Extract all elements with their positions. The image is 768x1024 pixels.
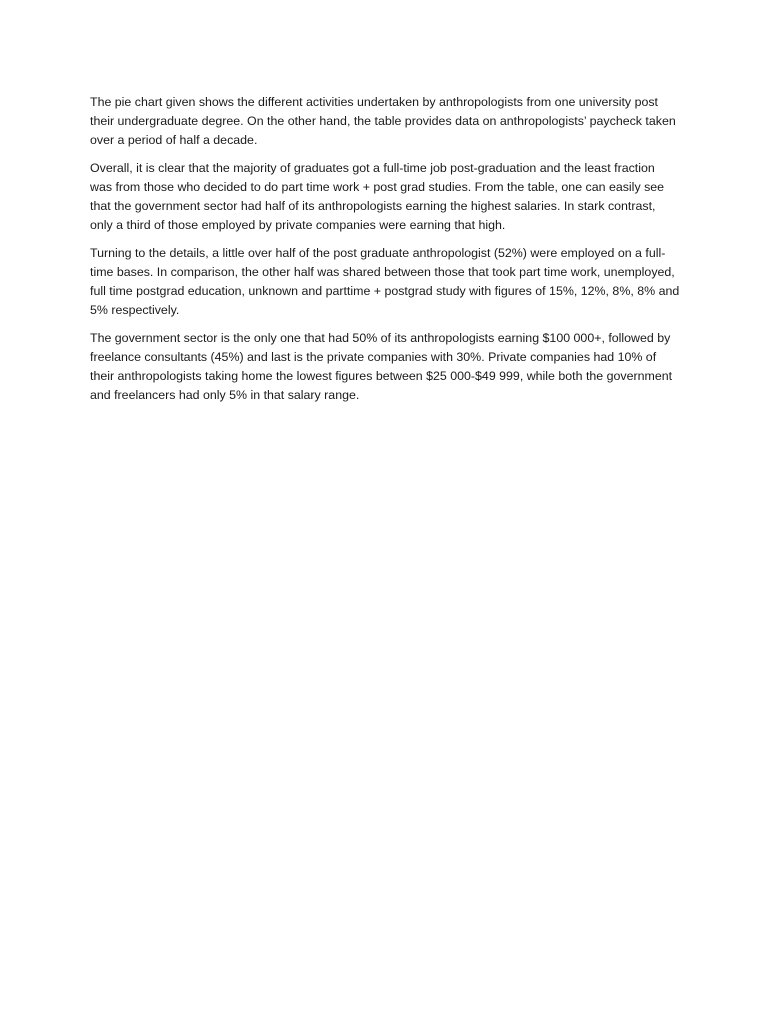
paragraph-details-table: The government sector is the only one that had 50% of its anthropologists earning $100 000+, followed by freelance consultants (45%) and last is the private companies with 30%. Private companies had 10% of their anthropologists taking home the lowest figures between $25 000-$49 999, while both the government and freelancers had only 5% in that salary range.: [90, 331, 673, 402]
paragraph-details-pie-chart: Turning to the details, a little over half of the post graduate anthropologist (52%) were employed on a full- time bases. In comparison, the other half was shared between those that took part time work, unemployed, full time postgrad education, unknown and parttime + postgrad study with figures of 15%, 12%, 8%, 8% and 5% respectively.: [90, 246, 680, 317]
paragraph-overview: Overall, it is clear that the majority of graduates got a full-time job post-graduation and the least fraction was from those who decided to do part time work + post grad studies. From the table, one can easily see that the government sector had half of its anthropologists earning the highest salaries. In stark contrast, only a third of those employed by private companies were earning that high.: [90, 161, 665, 232]
paragraph-introduction: The pie chart given shows the different activities undertaken by anthropologists from one university post their undergraduate degree. On the other hand, the table provides data on anthropologists’ paycheck taken over a period of half a decade.: [90, 95, 676, 147]
document-body: [90, 93, 680, 414]
